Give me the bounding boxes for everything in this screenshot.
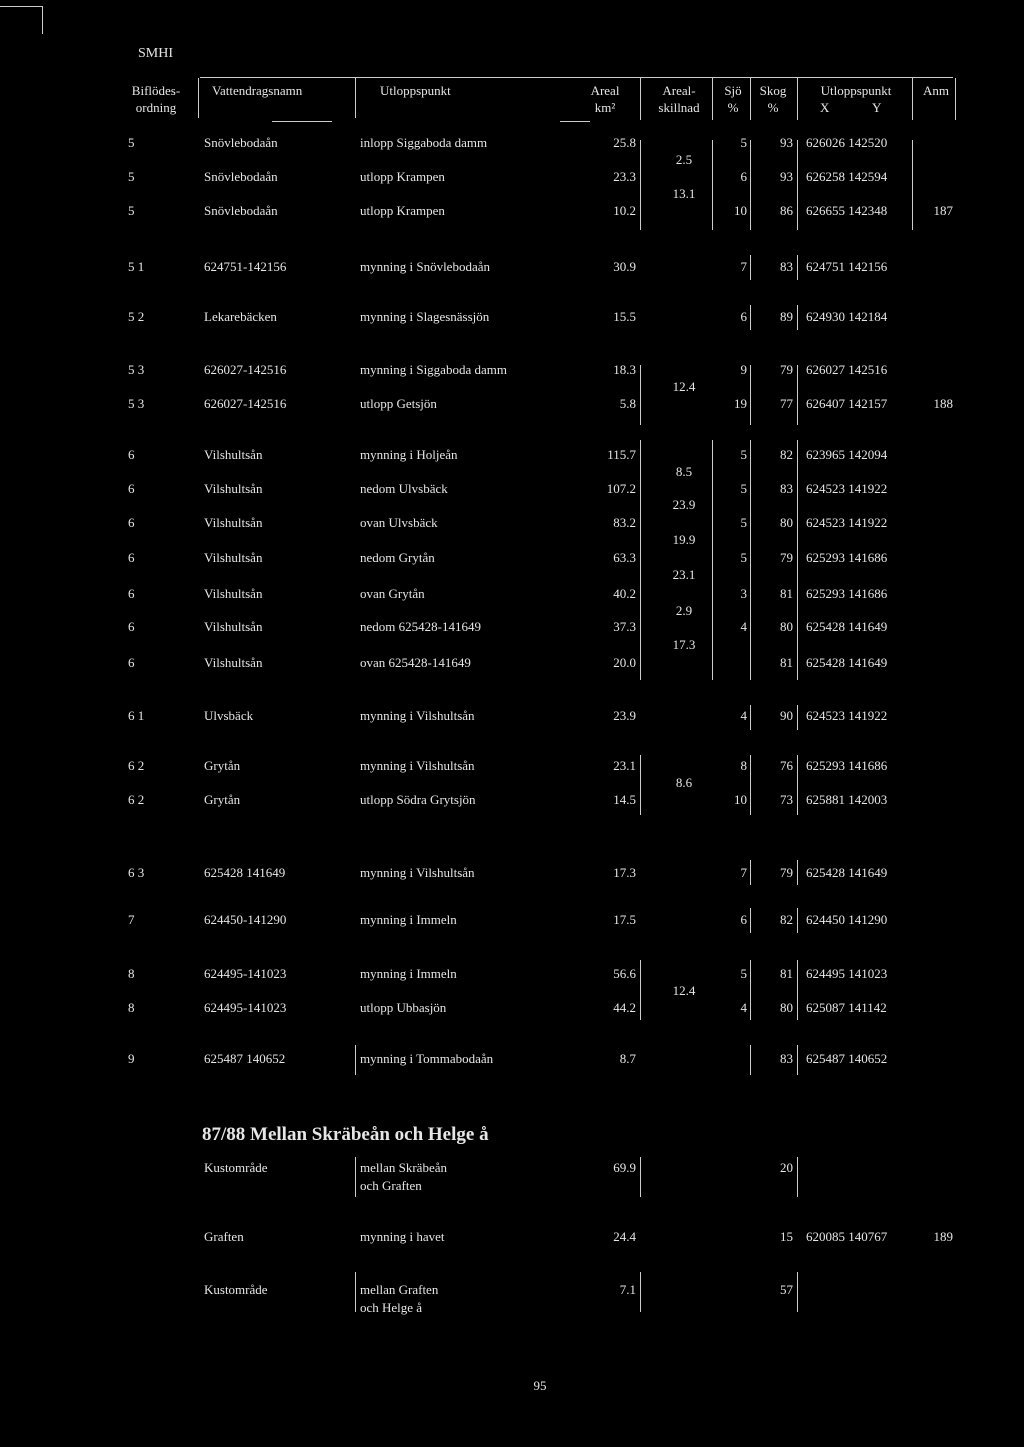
- order-cell: 6: [128, 655, 135, 670]
- forest-cell: 80: [780, 619, 793, 634]
- xy-cell: 624523 141922: [806, 481, 888, 496]
- name-cell: Vilshultsån: [204, 586, 263, 601]
- forest-cell: 77: [780, 396, 793, 411]
- area-cell: 30.9: [613, 259, 636, 274]
- lake-cell: 19: [734, 396, 747, 411]
- xy-cell: 625428 141649: [806, 865, 888, 880]
- lake-cell: 5: [740, 550, 747, 565]
- xy-cell: 624523 141922: [806, 515, 888, 530]
- area-diff-value: 8.6: [675, 775, 693, 790]
- col-forest-label-2: %: [767, 100, 779, 115]
- rule-v: [750, 78, 751, 120]
- rule-v: [797, 1157, 798, 1197]
- rule-v: [750, 860, 751, 885]
- forest-cell: 73: [780, 792, 793, 807]
- area-cell: 23.1: [613, 758, 636, 773]
- rule-v: [797, 755, 798, 815]
- area-cell: 40.2: [613, 586, 636, 601]
- rule-v: [198, 78, 199, 118]
- col-order-label-1: Biflödes-: [131, 83, 181, 98]
- order-cell: 6 2: [128, 758, 145, 773]
- lake-cell: 10: [734, 792, 747, 807]
- xy-cell: 626026 142520: [806, 135, 888, 150]
- rule-v: [750, 755, 751, 815]
- area-diff-value: 2.5: [675, 152, 693, 167]
- area-cell: 17.3: [613, 865, 636, 880]
- area-cell: 115.7: [607, 447, 636, 462]
- name-cell: 624495-141023: [204, 1000, 287, 1015]
- area-diff-value: 23.9: [672, 497, 696, 512]
- col-area-label-1: Areal: [590, 83, 620, 98]
- lake-cell: 5: [740, 447, 747, 462]
- name-cell: 626027-142516: [204, 396, 287, 411]
- area-cell: 8.7: [619, 1051, 636, 1066]
- rule-v: [750, 908, 751, 933]
- order-cell: 5: [128, 135, 135, 150]
- order-cell: 6: [128, 586, 135, 601]
- rule-v: [797, 960, 798, 1020]
- forest-cell: 57: [780, 1282, 793, 1297]
- rule-v: [640, 960, 641, 1020]
- lake-cell: 9: [740, 362, 747, 377]
- rule-v: [797, 1272, 798, 1312]
- rule-v: [640, 365, 641, 425]
- forest-cell: 15: [780, 1229, 793, 1244]
- xy-cell: 624751 142156: [806, 259, 888, 274]
- col-outlet-label: Utloppspunkt: [380, 83, 451, 98]
- area-diff-value: 23.1: [672, 567, 696, 582]
- forest-cell: 90: [780, 708, 793, 723]
- xy-cell: 624450 141290: [806, 912, 888, 927]
- name-cell: Kustområde: [204, 1282, 268, 1297]
- rule-v: [355, 1157, 356, 1197]
- forest-cell: 83: [780, 1051, 793, 1066]
- order-cell: 5 3: [128, 396, 145, 411]
- outlet-cell-line2: och Helge å: [360, 1300, 423, 1315]
- outlet-cell-line2: och Graften: [360, 1178, 422, 1193]
- lake-cell: 8: [740, 758, 747, 773]
- order-cell: 6: [128, 515, 135, 530]
- forest-cell: 81: [780, 586, 793, 601]
- area-cell: 83.2: [613, 515, 636, 530]
- area-cell: 107.2: [606, 481, 636, 496]
- order-cell: 8: [128, 1000, 135, 1015]
- forest-cell: 79: [780, 865, 793, 880]
- corner-mark-side: [42, 6, 43, 34]
- rule-v: [750, 960, 751, 1020]
- forest-cell: 82: [780, 912, 793, 927]
- order-cell: 5 1: [128, 259, 145, 274]
- name-cell: 624450-141290: [204, 912, 287, 927]
- outlet-cell: mynning i Vilshultsån: [360, 758, 475, 773]
- xy-cell: 624523 141922: [806, 708, 888, 723]
- rule-v: [355, 78, 356, 118]
- order-cell: 7: [128, 912, 135, 927]
- forest-cell: 89: [780, 309, 793, 324]
- rule-v: [797, 305, 798, 330]
- area-diff-value: 13.1: [672, 186, 696, 201]
- rule-v: [750, 365, 751, 425]
- header-rule-area: [560, 121, 590, 122]
- rule-v: [750, 705, 751, 730]
- name-cell: Vilshultsån: [204, 619, 263, 634]
- col-lake-label-1: Sjö: [724, 83, 742, 98]
- outlet-cell: mynning i Immeln: [360, 912, 457, 927]
- outlet-cell: mellan Skräbeån: [360, 1160, 447, 1175]
- name-cell: Snövlebodaån: [204, 135, 278, 150]
- rule-v: [640, 140, 641, 230]
- rule-v: [797, 140, 798, 230]
- area-diff-value: 12.4: [672, 379, 696, 394]
- lake-cell: 5: [740, 515, 747, 530]
- col-forest-label-1: Skog: [759, 83, 787, 98]
- outlet-cell: ovan Ulvsbäck: [360, 515, 438, 530]
- outlet-cell: mynning i Immeln: [360, 966, 457, 981]
- area-cell: 25.8: [613, 135, 636, 150]
- col-xy-label: Utloppspunkt: [820, 83, 892, 98]
- rule-v: [912, 78, 913, 120]
- area-cell: 15.5: [613, 309, 636, 324]
- lake-cell: 5: [740, 481, 747, 496]
- name-cell: Grytån: [204, 758, 241, 773]
- order-cell: 8: [128, 966, 135, 981]
- rule-v: [750, 1045, 751, 1075]
- area-diff-value: 19.9: [672, 532, 696, 547]
- rule-v: [355, 1272, 356, 1312]
- rule-v: [640, 1157, 641, 1197]
- rule-v: [797, 440, 798, 680]
- rule-v: [797, 78, 798, 120]
- xy-cell: 626407 142157: [806, 396, 888, 411]
- outlet-cell: mynning i Siggaboda damm: [360, 362, 507, 377]
- rule-v: [712, 440, 713, 680]
- outlet-cell: utlopp Ubbasjön: [360, 1000, 447, 1015]
- area-cell: 17.5: [613, 912, 636, 927]
- lake-cell: 5: [740, 135, 747, 150]
- name-cell: Snövlebodaån: [204, 203, 278, 218]
- outlet-cell: mynning i Snövlebodaån: [360, 259, 490, 274]
- name-cell: 624495-141023: [204, 966, 287, 981]
- lake-cell: 6: [740, 309, 747, 324]
- outlet-cell: inlopp Siggaboda damm: [360, 135, 488, 150]
- agency-label: SMHI: [138, 46, 174, 61]
- lake-cell: 5: [740, 966, 747, 981]
- lake-cell: 10: [734, 203, 747, 218]
- outlet-cell: ovan 625428-141649: [360, 655, 471, 670]
- order-cell: 6: [128, 481, 135, 496]
- rule-v: [750, 305, 751, 330]
- xy-cell: 625293 141686: [806, 586, 888, 601]
- xy-cell: 625881 142003: [806, 792, 888, 807]
- area-cell: 44.2: [613, 1000, 636, 1015]
- col-x-label: X: [820, 100, 830, 115]
- name-cell: Grytån: [204, 792, 241, 807]
- order-cell: 9: [128, 1051, 135, 1066]
- section-title: 87/88 Mellan Skräbeån och Helge å: [202, 1124, 489, 1145]
- outlet-cell: nedom 625428-141649: [360, 619, 481, 634]
- rule-v: [797, 1045, 798, 1075]
- lake-cell: 7: [740, 259, 747, 274]
- name-cell: Vilshultsån: [204, 481, 263, 496]
- area-cell: 14.5: [613, 792, 636, 807]
- order-cell: 6: [128, 447, 135, 462]
- rule-v: [640, 78, 641, 120]
- name-cell: Vilshultsån: [204, 447, 263, 462]
- rule-v: [797, 255, 798, 280]
- xy-cell: 626258 142594: [806, 169, 888, 184]
- order-cell: 5: [128, 203, 135, 218]
- rule-v: [712, 140, 713, 230]
- forest-cell: 93: [780, 169, 793, 184]
- xy-cell: 625428 141649: [806, 655, 888, 670]
- area-cell: 24.4: [613, 1229, 636, 1244]
- rule-v: [640, 440, 641, 680]
- rule-v: [640, 1272, 641, 1312]
- outlet-cell: mynning i Tommabodaån: [360, 1051, 494, 1066]
- col-y-label: Y: [872, 100, 882, 115]
- order-cell: 6 1: [128, 708, 145, 723]
- order-cell: 6: [128, 619, 135, 634]
- outlet-cell: mellan Graften: [360, 1282, 439, 1297]
- lake-cell: 4: [740, 619, 747, 634]
- area-cell: 23.9: [613, 708, 636, 723]
- xy-cell: 625487 140652: [806, 1051, 888, 1066]
- col-note-label: Anm: [923, 83, 949, 98]
- area-diff-value: 8.5: [675, 464, 693, 479]
- forest-cell: 83: [780, 259, 793, 274]
- note-cell: 189: [933, 1229, 953, 1244]
- rule-v: [955, 78, 956, 120]
- xy-cell: 624495 141023: [806, 966, 888, 981]
- rule-v: [355, 1045, 356, 1075]
- outlet-cell: mynning i Holjeån: [360, 447, 458, 462]
- col-diff-label-2: skillnad: [658, 100, 700, 115]
- area-cell: 18.3: [613, 362, 636, 377]
- lake-cell: 7: [740, 865, 747, 880]
- area-cell: 23.3: [613, 169, 636, 184]
- lake-cell: 6: [740, 169, 747, 184]
- name-cell: Graften: [204, 1229, 244, 1244]
- xy-cell: 626027 142516: [806, 362, 888, 377]
- forest-cell: 79: [780, 362, 793, 377]
- xy-cell: 624930 142184: [806, 309, 888, 324]
- col-order-label-2: ordning: [135, 100, 177, 115]
- rule-v: [712, 78, 713, 120]
- col-name-label: Vattendragsnamn: [212, 83, 303, 98]
- col-area-label-2: km²: [594, 100, 616, 115]
- forest-cell: 80: [780, 1000, 793, 1015]
- forest-cell: 76: [780, 758, 793, 773]
- area-diff-value: 12.4: [672, 983, 696, 998]
- xy-cell: 625087 141142: [806, 1000, 887, 1015]
- name-cell: 624751-142156: [204, 259, 287, 274]
- name-cell: 626027-142516: [204, 362, 287, 377]
- area-diff-value: 17.3: [672, 637, 696, 652]
- name-cell: Vilshultsån: [204, 655, 263, 670]
- outlet-cell: ovan Grytån: [360, 586, 425, 601]
- order-cell: 6: [128, 550, 135, 565]
- xy-cell: 625293 141686: [806, 550, 888, 565]
- name-cell: Snövlebodaån: [204, 169, 278, 184]
- rule-v: [912, 140, 913, 230]
- name-cell: Ulvsbäck: [204, 708, 254, 723]
- page-number: 95: [533, 1378, 547, 1393]
- name-cell: Vilshultsån: [204, 515, 263, 530]
- name-cell: Vilshultsån: [204, 550, 263, 565]
- rule-v: [797, 365, 798, 425]
- name-cell: 625487 140652: [204, 1051, 286, 1066]
- area-cell: 69.9: [613, 1160, 636, 1175]
- header-rule-name: [272, 121, 332, 122]
- xy-cell: 620085 140767: [806, 1229, 888, 1244]
- area-cell: 37.3: [613, 619, 636, 634]
- forest-cell: 20: [780, 1160, 793, 1175]
- forest-cell: 83: [780, 481, 793, 496]
- col-lake-label-2: %: [727, 100, 739, 115]
- forest-cell: 79: [780, 550, 793, 565]
- xy-cell: 625428 141649: [806, 619, 888, 634]
- area-cell: 10.2: [613, 203, 636, 218]
- outlet-cell: mynning i havet: [360, 1229, 445, 1244]
- outlet-cell: mynning i Vilshultsån: [360, 708, 475, 723]
- area-cell: 56.6: [613, 966, 636, 981]
- rule-v: [750, 140, 751, 230]
- outlet-cell: utlopp Södra Grytsjön: [360, 792, 476, 807]
- name-cell: 625428 141649: [204, 865, 286, 880]
- rule-v: [797, 860, 798, 885]
- name-cell: Lekarebäcken: [204, 309, 277, 324]
- outlet-cell: mynning i Slagesnässjön: [360, 309, 490, 324]
- header-rule-top: [200, 77, 953, 78]
- order-cell: 5 3: [128, 362, 145, 377]
- outlet-cell: nedom Grytån: [360, 550, 435, 565]
- outlet-cell: nedom Ulvsbäck: [360, 481, 448, 496]
- forest-cell: 81: [780, 655, 793, 670]
- rule-v: [640, 755, 641, 815]
- xy-cell: 626655 142348: [806, 203, 888, 218]
- col-diff-label-1: Areal-: [662, 83, 696, 98]
- outlet-cell: utlopp Krampen: [360, 203, 445, 218]
- lake-cell: 4: [740, 1000, 747, 1015]
- order-cell: 5 2: [128, 309, 145, 324]
- lake-cell: 6: [740, 912, 747, 927]
- area-cell: 20.0: [613, 655, 636, 670]
- outlet-cell: mynning i Vilshultsån: [360, 865, 475, 880]
- xy-cell: 623965 142094: [806, 447, 888, 462]
- area-cell: 7.1: [619, 1282, 636, 1297]
- area-diff-value: 2.9: [675, 603, 693, 618]
- order-cell: 5: [128, 169, 135, 184]
- order-cell: 6 3: [128, 865, 145, 880]
- area-cell: 63.3: [613, 550, 636, 565]
- area-cell: 5.8: [619, 396, 636, 411]
- outlet-cell: utlopp Getsjön: [360, 396, 437, 411]
- rule-v: [797, 705, 798, 730]
- forest-cell: 93: [780, 135, 793, 150]
- lake-cell: 4: [740, 708, 747, 723]
- forest-cell: 86: [780, 203, 793, 218]
- note-cell: 188: [933, 396, 953, 411]
- lake-cell: 3: [740, 586, 747, 601]
- corner-mark-top: [0, 6, 42, 7]
- outlet-cell: utlopp Krampen: [360, 169, 445, 184]
- rule-v: [797, 908, 798, 933]
- name-cell: Kustområde: [204, 1160, 268, 1175]
- rule-v: [750, 255, 751, 280]
- forest-cell: 82: [780, 447, 793, 462]
- forest-cell: 81: [780, 966, 793, 981]
- rule-v: [750, 440, 751, 680]
- order-cell: 6 2: [128, 792, 145, 807]
- note-cell: 187: [933, 203, 953, 218]
- forest-cell: 80: [780, 515, 793, 530]
- xy-cell: 625293 141686: [806, 758, 888, 773]
